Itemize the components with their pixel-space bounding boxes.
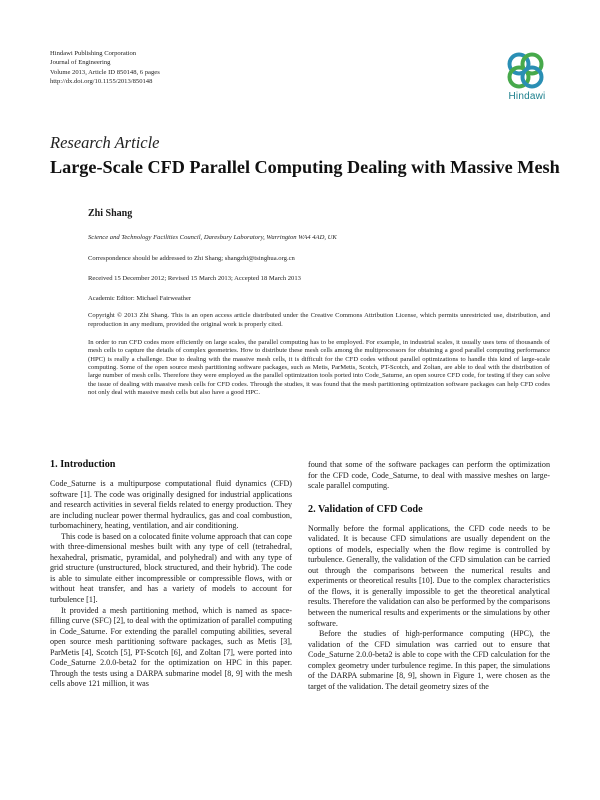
right-column — [308, 460, 550, 692]
paper-title: Large-Scale CFD Parallel Computing Dealing with Massive Mesh — [50, 157, 560, 177]
journal-name: Journal of Engineering — [50, 59, 111, 67]
received-dates: Received 15 December 2012; Revised 15 March 2013; Accepted 18 March 2013 — [88, 275, 301, 282]
doi-link[interactable]: http://dx.doi.org/10.1155/2013/850148 — [50, 77, 153, 85]
abstract: In order to run CFD codes more efficiently on large scales, the parallel computing has to be employed. For example, in industrial scales, it usually uses tens of thousands of mesh cells to capture the details of complex geometries. How to distribute these mesh cells among the multiprocessors for obtaining a good parallel computing performance (HPC) is really a challenge. Due to dealing with the massive mesh cells, it is difficult for the CFD codes without parallel optimizations to handle this kind of large-scale computing. Some of the open source mesh partitioning software packages, such as Metis, ParMetis, Scotch, PT-Scotch, and Zoltan, are able to deal with the distribution of large number of mesh cells. Therefore they were employed as the parallel optimization tools ported into Code_Saturne, an open source CFD code, for testing if they can solve the issue of dealing with massive mesh cells for CFD codes. Through the studies, it was found that the mesh partitioning optimization software packages can help CFD codes not only deal with massive mesh cells but also have a good HPC. — [88, 339, 550, 397]
academic-editor: Academic Editor: Michael Fairweather — [88, 295, 192, 302]
validation-paragraph-1: Normally before the formal applications, the CFD code needs to be validated. It is because CFD simulations are usually dependent on the options of models, especially when the flow regime is controlled by turbulence. Generally, the validation of the CFD simulation can be carried out through the comparisons between the numerical results and experiments or theoretical results [10]. Due to the complex characteristics of the flows, it is generally impossible to get the theoretical analytical results. Therefore the validation can also be performed by the comparisons between the numerical results and experiments or the simulations by other software. — [308, 523, 550, 628]
left-column — [50, 458, 292, 690]
intro-paragraph-2: This code is based on a colocated finite volume approach that can cope with three-dimensional meshes built with any type of cell (tetrahedral, hexahedral, prismatic, pyramidal, and polyhedral) and with any type of grid structure (unstructured, block structured, and their hybrid). The code is able to simulate either incompressible or compressible flows, with or without heat transfer, and has a variety of models to account for turbulence [1]. — [50, 531, 292, 605]
article-type: Research Article — [50, 133, 160, 152]
volume-info: Volume 2013, Article ID 850148, 6 pages — [50, 68, 160, 76]
section-heading-introduction: 1. Introduction — [50, 459, 116, 470]
author-affiliation: Science and Technology Facilities Council, Daresbury Laboratory, Warrington WA4 4AD, UK — [88, 234, 337, 241]
journal-header — [50, 49, 160, 86]
publisher-name: Hindawi Publishing Corporation — [50, 50, 137, 57]
validation-paragraph-2: Before the studies of high-performance computing (HPC), the validation of the CFD simulation was carried out to ensure that Code_Saturne 2.0.0-beta2 is able to cope with the CFD calculation for the complex geometry under turbulence regime. In this paper, the simulations of the DARPA submarine [8, 9], shown in Figure 1, were chosen as the target of the validation. The detail geometry sizes of the — [308, 629, 550, 691]
correspondence-line: Correspondence should be addressed to Zhi Shang; shangzhi@tsinghua.org.cn — [88, 255, 295, 262]
section-heading-validation: 2. Validation of CFD Code — [308, 503, 423, 515]
copyright-notice: Copyright © 2013 Zhi Shang. This is an open access article distributed under the Creative Commons Attribution License, which permits unrestricted use, distribution, and reproduction in any medium, provided the original work is properly cited. — [88, 312, 550, 328]
intro-paragraph-3: It provided a mesh partitioning method, which is named as space-filling curve (SFC) [2], to deal with the optimization of parallel computing in Code_Saturne. For extending the parallel computing abilities, several open source mesh partitioning software packages, such as Metis [3], ParMetis [4], Scotch [5], PT-Scotch [6], and Zoltan [7], were ported into Code_Saturne 2.0.0-beta2 for the optimization on HPC in this paper. Through the tests using a DARPA submarine model [8, 9] with the mesh cells above 121 million, it was — [50, 605, 292, 689]
intro-paragraph-1: Code_Saturne is a multipurpose computational fluid dynamics (CFD) software [1]. The code was originally designed for industrial applications and research activities in several fields related to energy production. They are including nuclear power thermal hydraulics, gas and coal combustion, turbomachinery, heating, ventilation, and air conditioning. — [50, 479, 292, 531]
hindawi-logo-text: Hindawi — [508, 91, 546, 102]
author-name: Zhi Shang — [88, 208, 133, 219]
intro-paragraph-continued: found that some of the software packages can perform the optimization for the CFD code, Code_Saturne, to deal with massive meshes on large-scale parallel computing. — [308, 460, 550, 491]
